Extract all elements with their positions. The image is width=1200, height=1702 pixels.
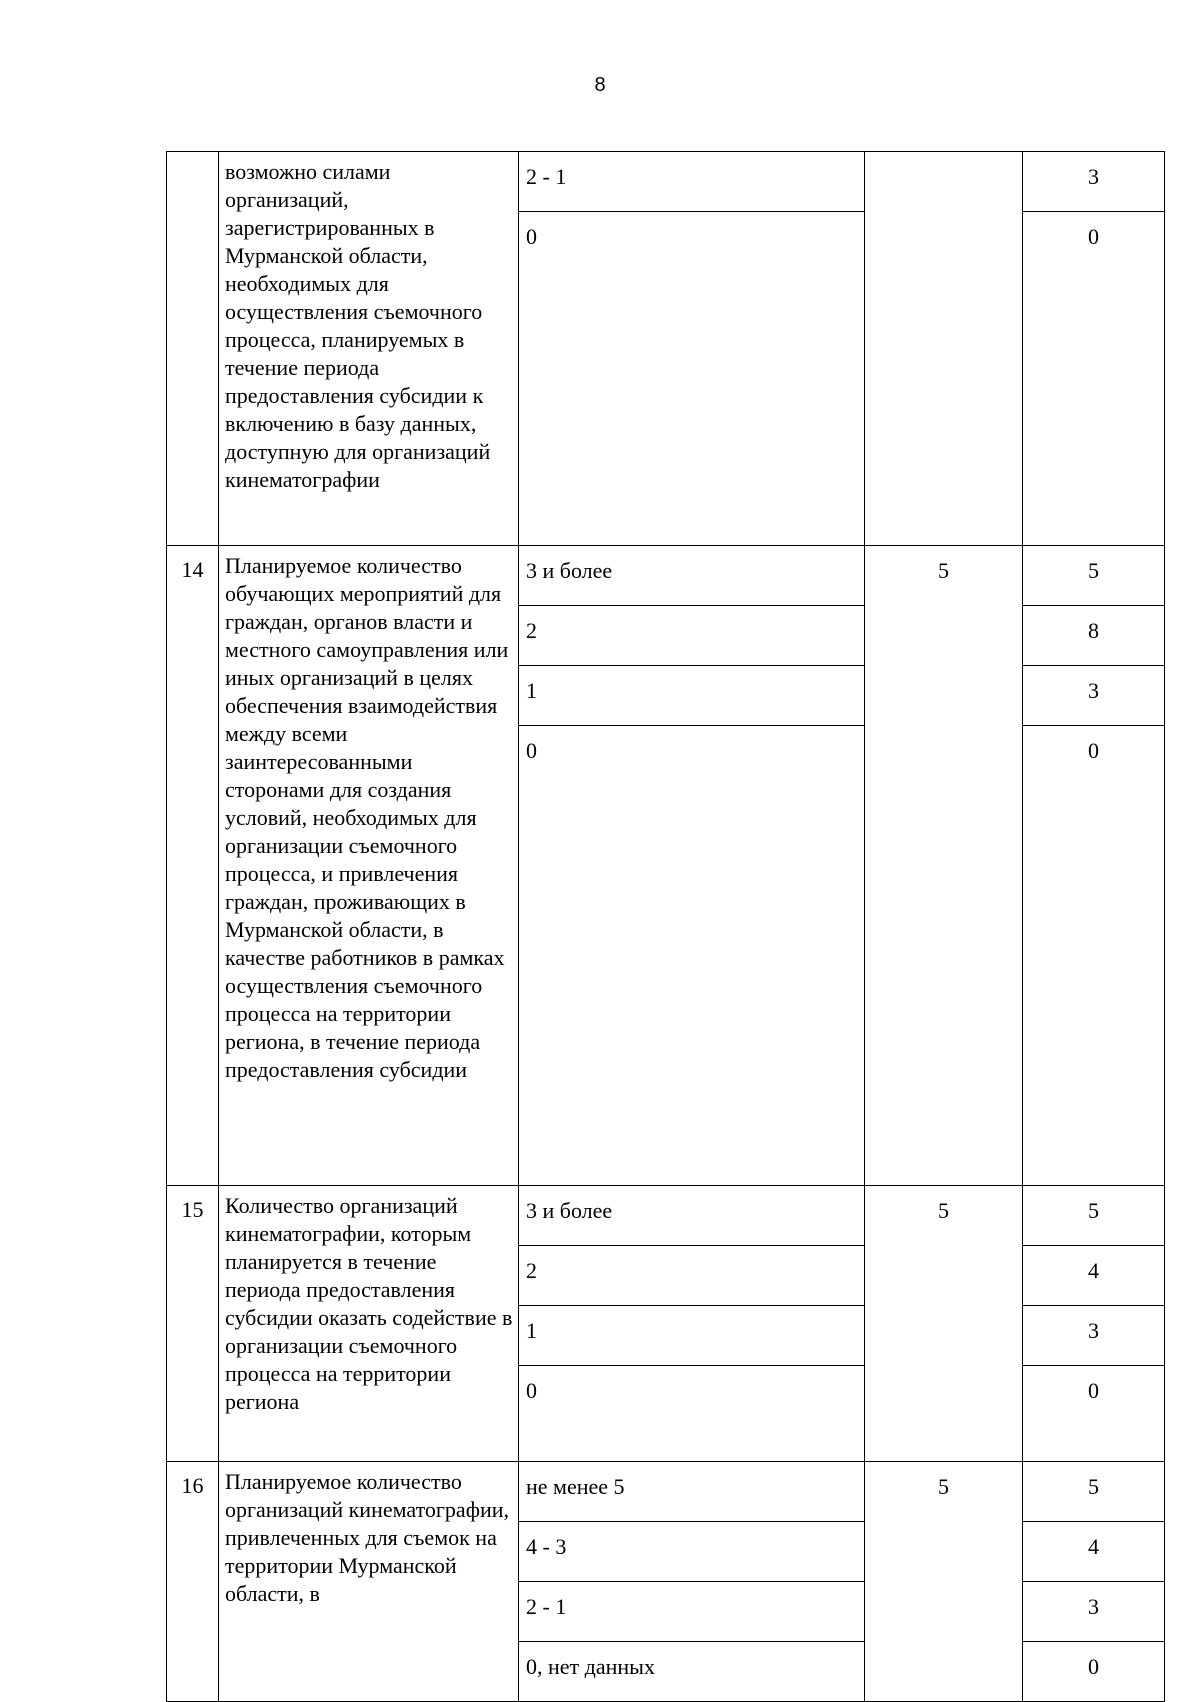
- option-score: 5: [1023, 546, 1165, 606]
- option-label: 2: [519, 1246, 865, 1306]
- option-label: 0: [519, 212, 865, 546]
- criteria-table: [166, 151, 1165, 1702]
- criterion-weight: 5: [865, 546, 1023, 1186]
- option-label: 3 и более: [519, 1186, 865, 1246]
- table-row: [167, 1186, 1165, 1246]
- option-score: 5: [1023, 1186, 1165, 1246]
- table-row: [167, 546, 1165, 606]
- criterion-number: 16: [167, 1462, 219, 1702]
- option-label: 4 - 3: [519, 1522, 865, 1582]
- table-row: [167, 152, 1165, 212]
- option-score: 3: [1023, 152, 1165, 212]
- criterion-number: 14: [167, 546, 219, 1186]
- option-label: 0, нет данных: [519, 1642, 865, 1702]
- criterion-weight: [865, 152, 1023, 546]
- option-score: 3: [1023, 666, 1165, 726]
- option-score: 3: [1023, 1582, 1165, 1642]
- criterion-description: Количество организаций кинематографии, которым планируется в течение периода предоставления субсидии оказать содействие в организации съемочного процесса на территории региона: [219, 1186, 519, 1462]
- option-label: 0: [519, 1366, 865, 1462]
- criterion-number: 15: [167, 1186, 219, 1462]
- criterion-description: Планируемое количество организаций кинематографии, привлеченных для съемок на территории Мурманской области, в: [219, 1462, 519, 1702]
- option-label: 2: [519, 606, 865, 666]
- option-score: 0: [1023, 726, 1165, 1186]
- option-label: 2 - 1: [519, 1582, 865, 1642]
- table-row: [167, 1462, 1165, 1522]
- criterion-description: Планируемое количество обучающих мероприятий для граждан, органов власти и местного самоуправления или иных организаций в целях обеспечения взаимодействия между всеми заинтересованными сторонами для создания условий, необходимых для организации съемочного процесса, и привлечения граждан, проживающих в Мурманской области, в качестве работников в рамках осуществления съемочного процесса на территории региона, в течение периода предоставления субсидии: [219, 546, 519, 1186]
- option-score: 0: [1023, 1642, 1165, 1702]
- criterion-number: [167, 152, 219, 546]
- page-number: 8: [594, 74, 606, 96]
- option-label: не менее 5: [519, 1462, 865, 1522]
- option-score: 4: [1023, 1246, 1165, 1306]
- option-score: 0: [1023, 1366, 1165, 1462]
- option-score: 5: [1023, 1462, 1165, 1522]
- option-label: 0: [519, 726, 865, 1186]
- option-label: 1: [519, 666, 865, 726]
- option-score: 4: [1023, 1522, 1165, 1582]
- option-label: 3 и более: [519, 546, 865, 606]
- criterion-weight: 5: [865, 1186, 1023, 1462]
- criterion-weight: 5: [865, 1462, 1023, 1702]
- option-label: 1: [519, 1306, 865, 1366]
- option-label: 2 - 1: [519, 152, 865, 212]
- criterion-description: возможно силами организаций, зарегистрированных в Мурманской области, необходимых для осуществления съемочного процесса, планируемых в течение периода предоставления субсидии к включению в базу данных, доступную для организаций кинематографии: [219, 152, 519, 546]
- option-score: 8: [1023, 606, 1165, 666]
- option-score: 0: [1023, 212, 1165, 546]
- option-score: 3: [1023, 1306, 1165, 1366]
